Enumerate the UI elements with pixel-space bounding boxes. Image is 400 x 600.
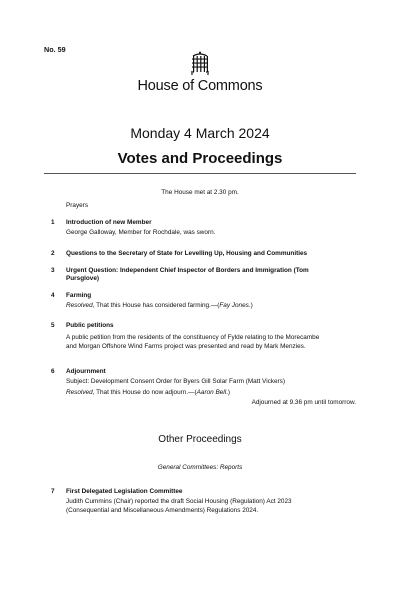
item-number: 1	[51, 219, 55, 226]
item-text: A public petition from the residents of the constituency of Fylde relating to the Morecambe and Morgan Offshore Wind Farms project was presented and read by Mark Menzies.	[66, 334, 320, 350]
proceeding-item	[44, 250, 356, 258]
item-number: 6	[51, 368, 55, 375]
proceeding-item	[44, 368, 356, 408]
proceeding-item	[44, 322, 356, 351]
item-text: Subject: Development Consent Order for Byers Gill Solar Farm (Matt Vickers)	[66, 378, 286, 386]
item-heading: Public petitions	[66, 322, 114, 329]
item-number: 3	[51, 267, 55, 274]
item-text: George Galloway, Member for Rochdale, was sworn.	[66, 229, 216, 237]
resolution-text: Resolved, That this House has considered farming.—(Fay Jones.)	[66, 302, 253, 310]
house-met-text: The House met at 2.30 pm.	[161, 189, 239, 196]
item-heading: Farming	[66, 292, 92, 299]
portcullis-icon	[190, 50, 210, 76]
parliament-logo	[0, 50, 400, 94]
sitting-date: Monday 4 March 2024	[130, 125, 270, 141]
item-number: 4	[51, 292, 55, 299]
item-heading: First Delegated Legislation Committee	[66, 488, 183, 495]
item-heading: Introduction of new Member	[66, 219, 152, 226]
proceeding-item	[44, 219, 356, 238]
section-subheading: General Committees: Reports	[157, 464, 243, 471]
prayers-text: Prayers	[66, 202, 89, 209]
item-number: 5	[51, 322, 55, 329]
item-number: 7	[51, 488, 55, 495]
page-title: Votes and Proceedings	[117, 150, 283, 167]
house-name: House of Commons	[137, 78, 263, 94]
adjourned-text: Adjourned at 9.36 pm until tomorrow.	[251, 399, 356, 407]
issue-number: No. 59	[44, 45, 66, 54]
proceeding-item	[44, 267, 356, 284]
section-title: Other Proceedings	[158, 434, 242, 445]
item-heading: Questions to the Secretary of State for Levelling Up, Housing and Communities	[66, 250, 308, 257]
resolution-text: Resolved, That this House do now adjourn.—(Aaron Bell.)	[66, 388, 231, 396]
title-divider	[44, 173, 356, 174]
proceeding-item	[44, 292, 356, 311]
item-heading: Urgent Question: Independent Chief Inspector of Borders and Immigration (Tom Pursglove)	[66, 267, 309, 283]
item-heading: Adjournment	[66, 368, 106, 375]
item-text: Judith Cummins (Chair) reported the draft Social Housing (Regulation) Act 2023 (Consequential and Miscellaneous Amendments) Regulations 2024.	[66, 498, 292, 514]
proceeding-item	[44, 488, 356, 515]
item-number: 2	[51, 250, 55, 257]
